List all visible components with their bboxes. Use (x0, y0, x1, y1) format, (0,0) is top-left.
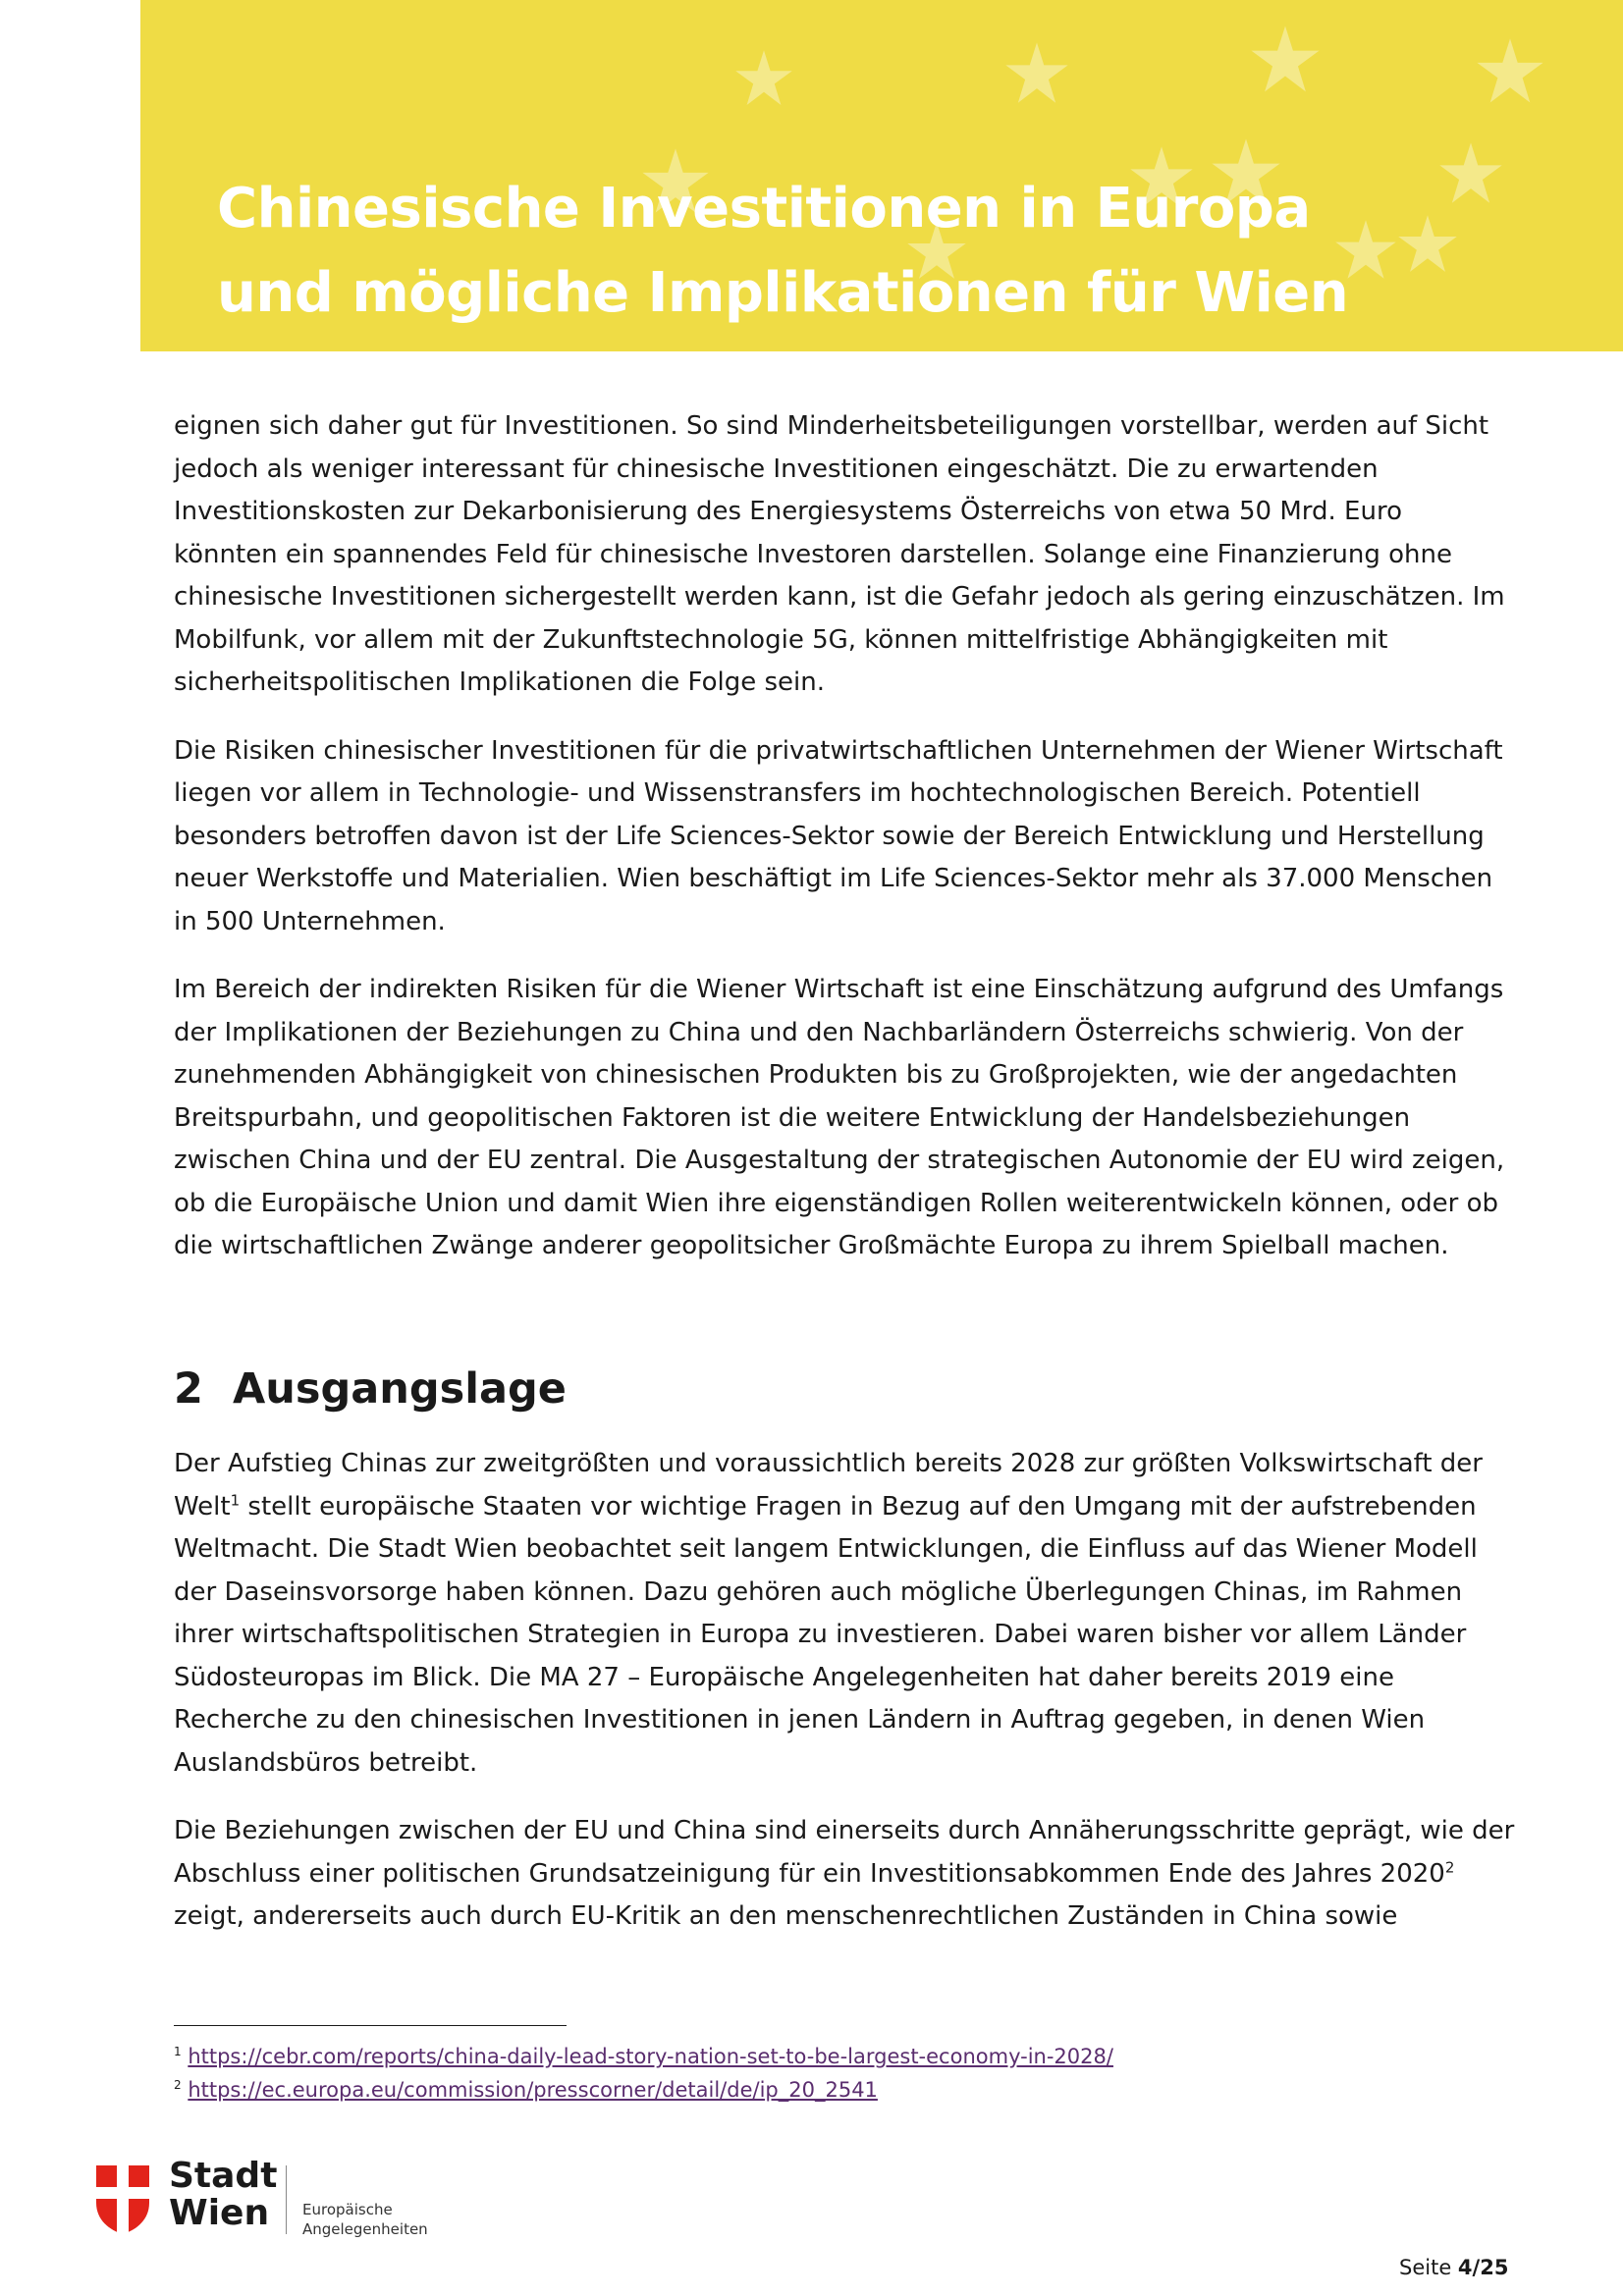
text-line: sicherheitspolitischen Implikationen die Folge sein. (174, 667, 825, 697)
text-line: zeigt, andererseits auch durch EU-Kritik an den menschenrechtlichen Zuständen in China sowie (174, 1901, 1398, 1931)
footnote (174, 2040, 1113, 2073)
text-line: jedoch als weniger interessant für chinesische Investitionen eingeschätzt. Die zu erwartenden (174, 454, 1379, 484)
text-line: zunehmenden Abhängigkeit von chinesischen Produkten bis zu Großprojekten, wie der angedachten (174, 1060, 1458, 1090)
star-icon (734, 49, 793, 108)
footnote-mark: 1 (174, 2045, 182, 2058)
star-icon (1397, 214, 1458, 275)
section-body (174, 1443, 1515, 1964)
document-title-line: Chinesische Investitionen in Europa (217, 177, 1311, 240)
text-line: neuer Werkstoffe und Materialien. Wien beschäftigt im Life Sciences-Sektor mehr als 37.000 Menschen (174, 864, 1493, 893)
text-line: zwischen China und der EU zentral. Die Ausgestaltung der strategischen Autonomie der EU wird zeigen, (174, 1146, 1505, 1175)
logo-wordmark (169, 2158, 287, 2232)
text-line: ihrer wirtschaftspolitischen Strategien in Europa zu investieren. Dabei waren bisher vor allem Länder (174, 1620, 1467, 1649)
paragraph (174, 969, 1505, 1268)
text-line: chinesische Investitionen sichergestellt werden kann, ist die Gefahr jedoch als gering einzuschätzen. Im (174, 582, 1505, 612)
footnote-link[interactable]: https://cebr.com/reports/china-daily-lead-story-nation-set-to-be-largest-economy-in-2028/ (188, 2045, 1113, 2068)
logo-line: Wien (169, 2193, 270, 2233)
logo-line: Stadt (169, 2156, 278, 2196)
footnote-ref-link[interactable]: 2 (1444, 1857, 1455, 1876)
text-line: der Daseinsvorsorge haben können. Dazu gehören auch mögliche Überlegungen Chinas, im Rahmen (174, 1576, 1463, 1607)
text-line: in 500 Unternehmen. (174, 906, 446, 936)
paragraph (174, 405, 1505, 705)
text-line: die wirtschaftlichen Zwänge anderer geopolitsicher Großmächte Europa zu ihrem Spielball machen. (174, 1231, 1449, 1260)
section-title: Ausgangslage (233, 1364, 567, 1414)
paragraph (174, 1443, 1483, 1785)
department-name (302, 2200, 460, 2239)
text-line: eignen sich daher gut für Investitionen. So sind Minderheitsbeteiligungen vorstellbar, werden auf Sicht (174, 411, 1489, 441)
footnote (174, 2073, 1113, 2107)
footnotes (174, 2040, 1113, 2107)
text-line: Mobilfunk, vor allem mit der Zukunftstechnologie 5G, können mittelfristige Abhängigkeiten mit (174, 624, 1388, 655)
text-line: Im Bereich der indirekten Risiken für die Wiener Wirtschaft ist eine Einschätzung aufgrund des Umfangs (174, 975, 1504, 1004)
text-line: Die Beziehungen zwischen der EU und China sind einerseits durch Annäherungsschritte geprägt, wie der (174, 1816, 1515, 1845)
text-line: besonders betroffen davon ist der Life Sciences-Sektor sowie der Bereich Entwicklung und Herstellung (174, 821, 1485, 851)
page-number: Seite 4/25 (1399, 2256, 1509, 2279)
text-line: Abschluss einer politischen Grundsatzeinigung für ein Investitionsabkommen Ende des Jahres 2020$^2$ (174, 1857, 1455, 1889)
footnote-link[interactable]: https://ec.europa.eu/commission/presscorner/detail/de/ip_20_2541 (188, 2078, 878, 2102)
text-line: Breitspurbahn, und geopolitischen Faktoren ist die weitere Entwicklung der Handelsbeziehungen (174, 1102, 1411, 1133)
section-number: 2 (174, 1364, 203, 1414)
text-line: Welt$^1$ stellt europäische Staaten vor wichtige Fragen in Bezug auf den Umgang mit der aufstrebenden (174, 1490, 1477, 1522)
star-icon (1004, 41, 1069, 106)
vienna-shield-icon (94, 2163, 151, 2236)
document-title-line: und mögliche Implikationen für Wien (217, 261, 1349, 325)
department-line: Europäische (302, 2201, 393, 2218)
text-line: Südosteuropas im Blick. Die MA 27 – Europäische Angelegenheiten hat daher bereits 2019 eine (174, 1662, 1394, 1692)
text-line: ob die Europäische Union und damit Wien ihre eigenständigen Rollen weiterentwickeln können, oder ob (174, 1188, 1498, 1218)
logo-divider (286, 2165, 287, 2234)
text-line: Auslandsbüros betreibt. (174, 1747, 478, 1778)
paragraph (174, 1810, 1515, 1939)
text-line: liegen vor allem in Technologie- und Wissenstransfers im hochtechnologischen Bereich. Potentiell (174, 778, 1421, 808)
footnote-mark: 2 (174, 2078, 182, 2092)
footnote-divider (174, 2025, 567, 2026)
star-icon (1250, 25, 1321, 95)
department-line: Angelegenheiten (302, 2220, 428, 2238)
star-icon (1438, 141, 1503, 206)
text-line: Die Risiken chinesischer Investitionen für die privatwirtschaftlichen Unternehmen der Wiener Wirtschaft (174, 735, 1503, 766)
section-heading (174, 1364, 567, 1414)
text-line: Recherche zu den chinesischen Investitionen in jenen Ländern in Auftrag gegeben, in denen Wien (174, 1705, 1426, 1735)
text-line: Der Aufstieg Chinas zur zweitgrößten und voraussichtlich bereits 2028 zur größten Volkswirtschaft der (174, 1449, 1483, 1478)
document-title (217, 167, 1348, 336)
text-line: könnten ein spannendes Feld für chinesische Investoren darstellen. Solange eine Finanzierung ohne (174, 539, 1452, 569)
text-line: Investitionskosten zur Dekarbonisierung des Energiesystems Österreichs von etwa 50 Mrd. Euro (174, 497, 1402, 526)
footnote-ref-link[interactable]: 1 (230, 1490, 241, 1509)
paragraph (174, 730, 1503, 944)
header-banner (140, 0, 1623, 351)
star-icon (1476, 37, 1544, 106)
body-text (174, 405, 1505, 1294)
text-line: Weltmacht. Die Stadt Wien beobachtet seit langem Entwicklungen, die Einfluss auf das Wiener Modell (174, 1534, 1478, 1564)
text-line: der Implikationen der Beziehungen zu China und den Nachbarländern Österreichs schwierig. Von der (174, 1017, 1464, 1047)
